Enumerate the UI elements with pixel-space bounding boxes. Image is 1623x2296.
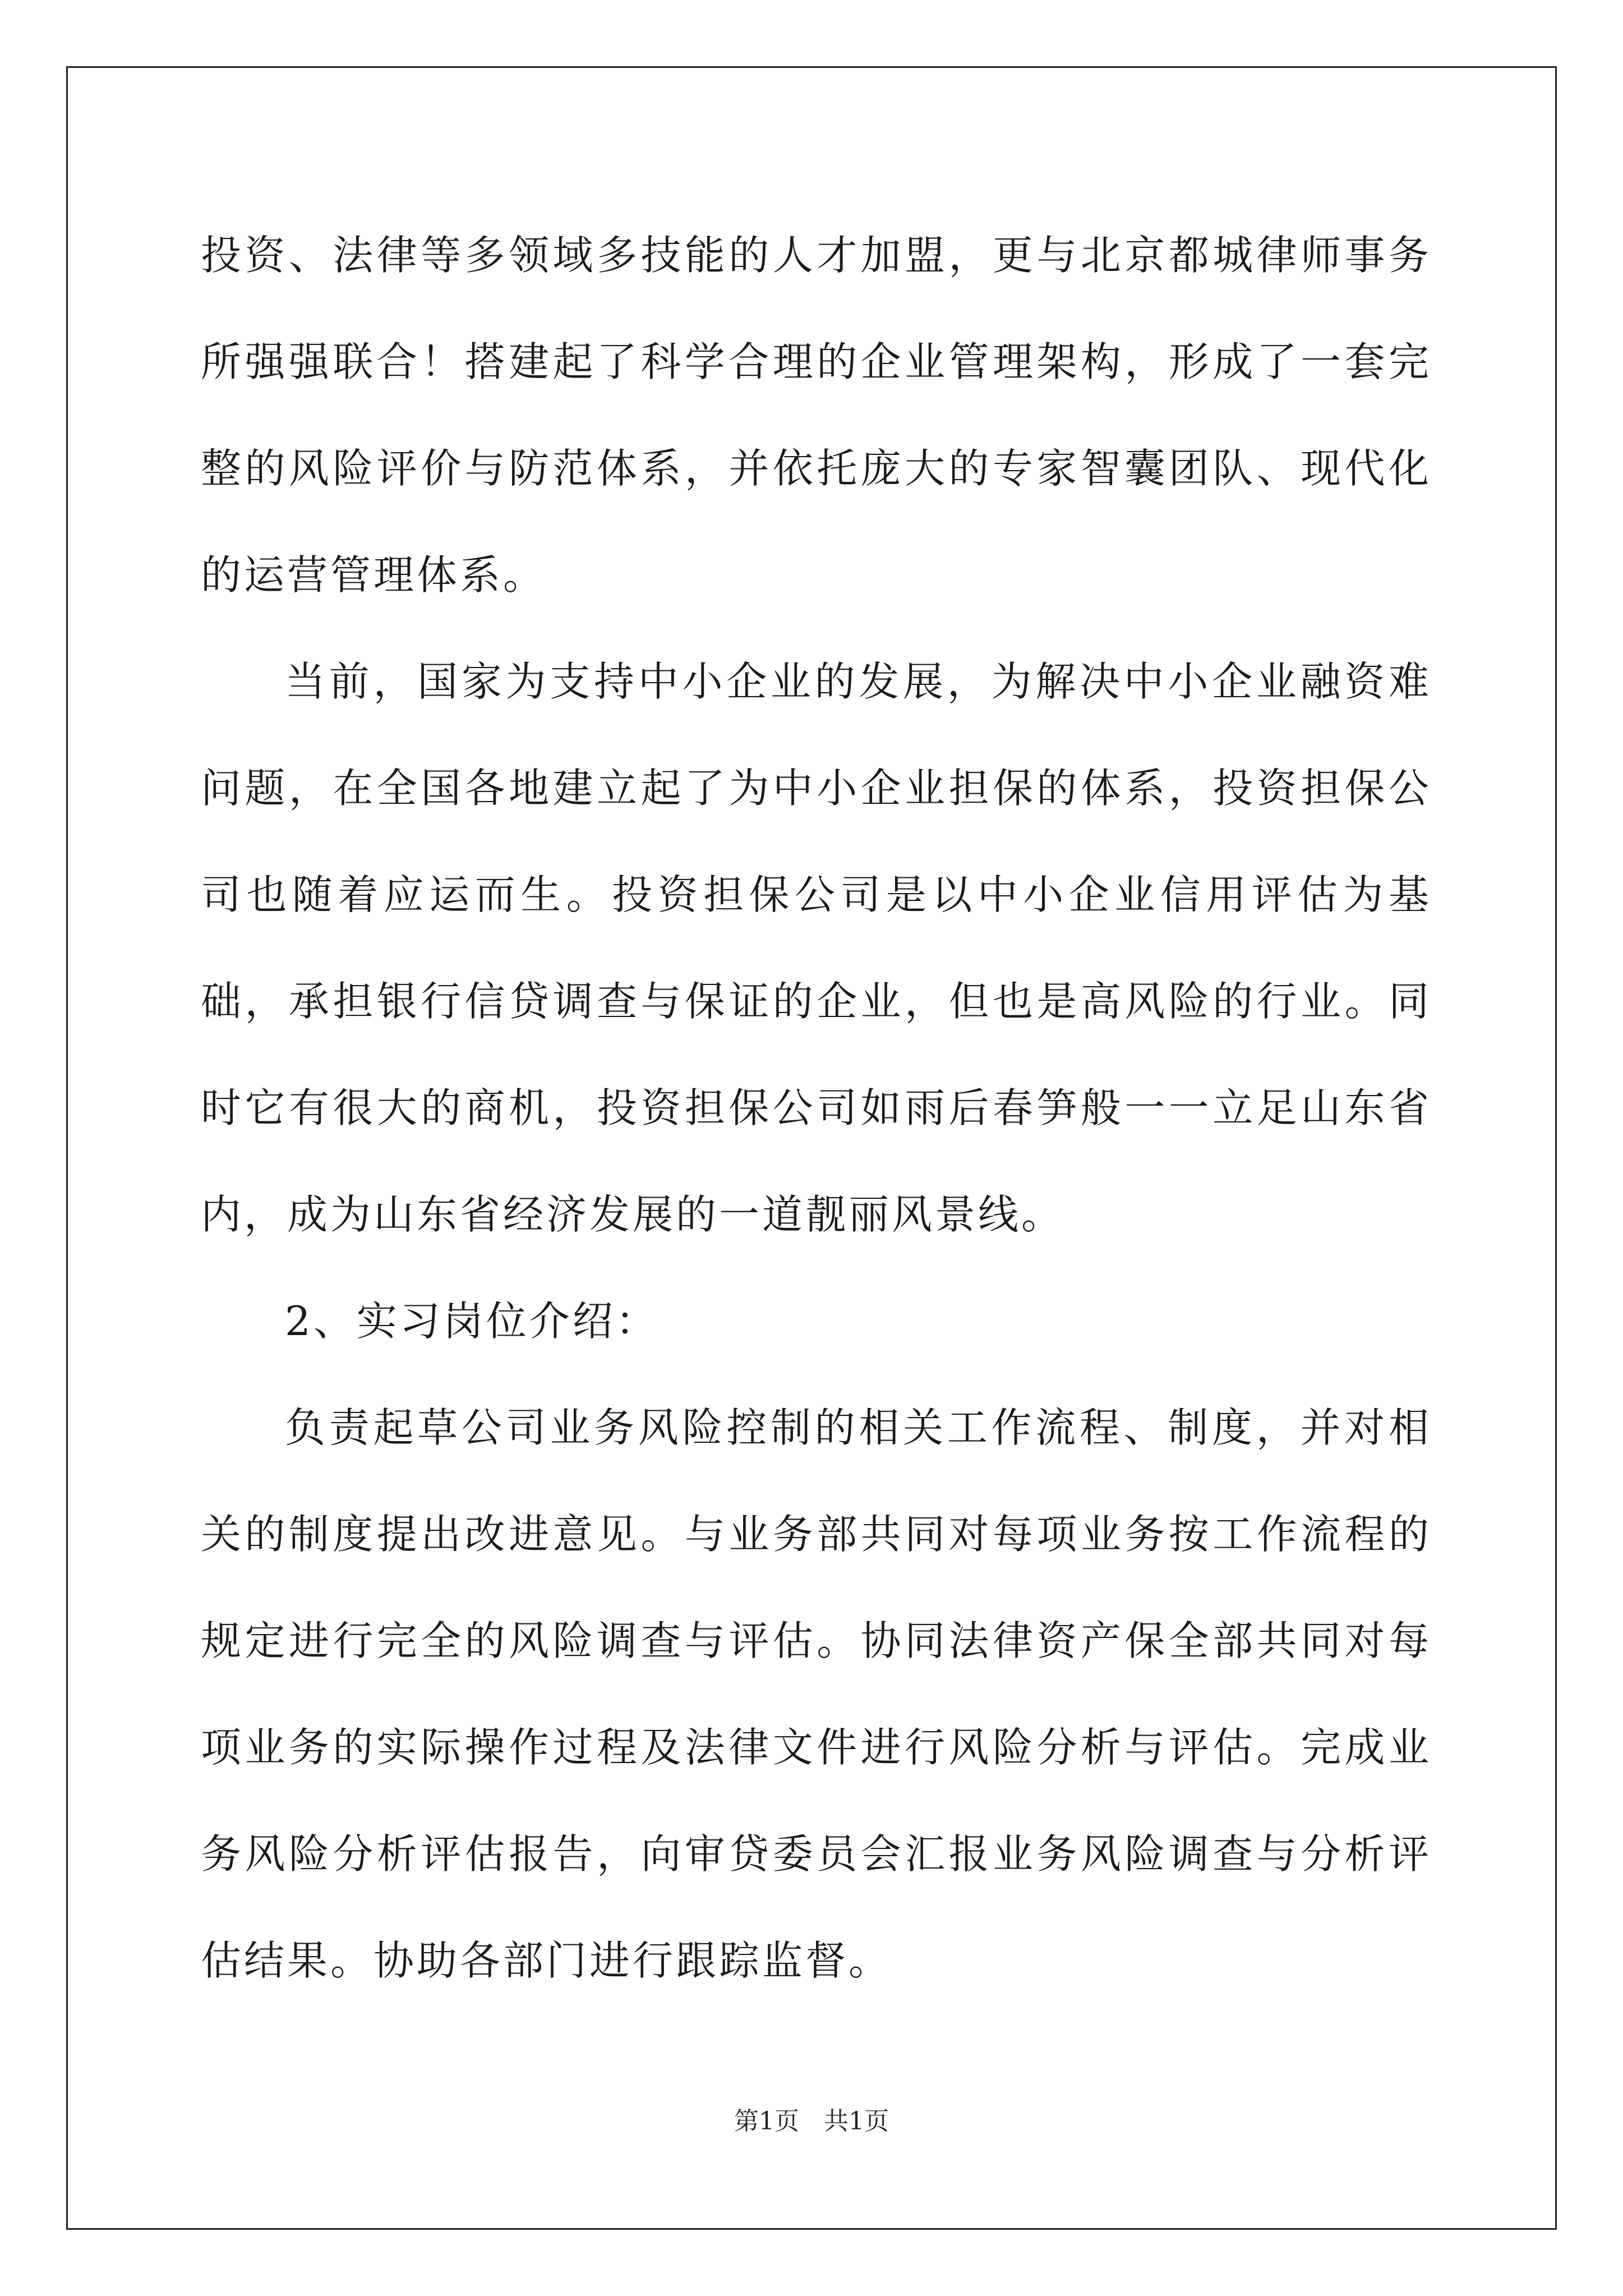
paragraph-talent-alliance: 投资、法律等多领域多技能的人才加盟，更与北京都城律师事务所强强联合！搭建起了科学合理的企业管理架构，形成了一套完整的风险评价与防范体系，并依托庞大的专家智囊团队、现代化的运营管理体系。 bbox=[201, 232, 1432, 599]
page-number-footer: 第1页 共1页 bbox=[734, 2107, 889, 2136]
document-body bbox=[201, 202, 1432, 2014]
paragraph-position-duties: 负责起草公司业务风险控制的相关工作流程、制度，并对相关的制度提出改进意见。与业务部共同对每项业务按工作流程的规定进行完全的风险调查与评估。协同法律资产保全部共同对每项业务的实际操作过程及法律文件进行风险分析与评估。完成业务风险分析评估报告，向审贷委员会汇报业务风险调查与分析评估结果。协助各部门进行跟踪监督。 bbox=[201, 1404, 1432, 1984]
paragraph-guarantee-background: 当前，国家为支持中小企业的发展，为解决中小企业融资难问题，在全国各地建立起了为中小企业担保的体系，投资担保公司也随着应运而生。投资担保公司是以中小企业信用评估为基础，承担银行信贷调查与保证的企业，但也是高风险的行业。同时它有很大的商机，投资担保公司如雨后春笋般一一立足山东省内，成为山东省经济发展的一道靓丽风景线。 bbox=[201, 658, 1432, 1238]
section-heading-internship-position: 2、实习岗位介绍： bbox=[285, 1297, 659, 1345]
